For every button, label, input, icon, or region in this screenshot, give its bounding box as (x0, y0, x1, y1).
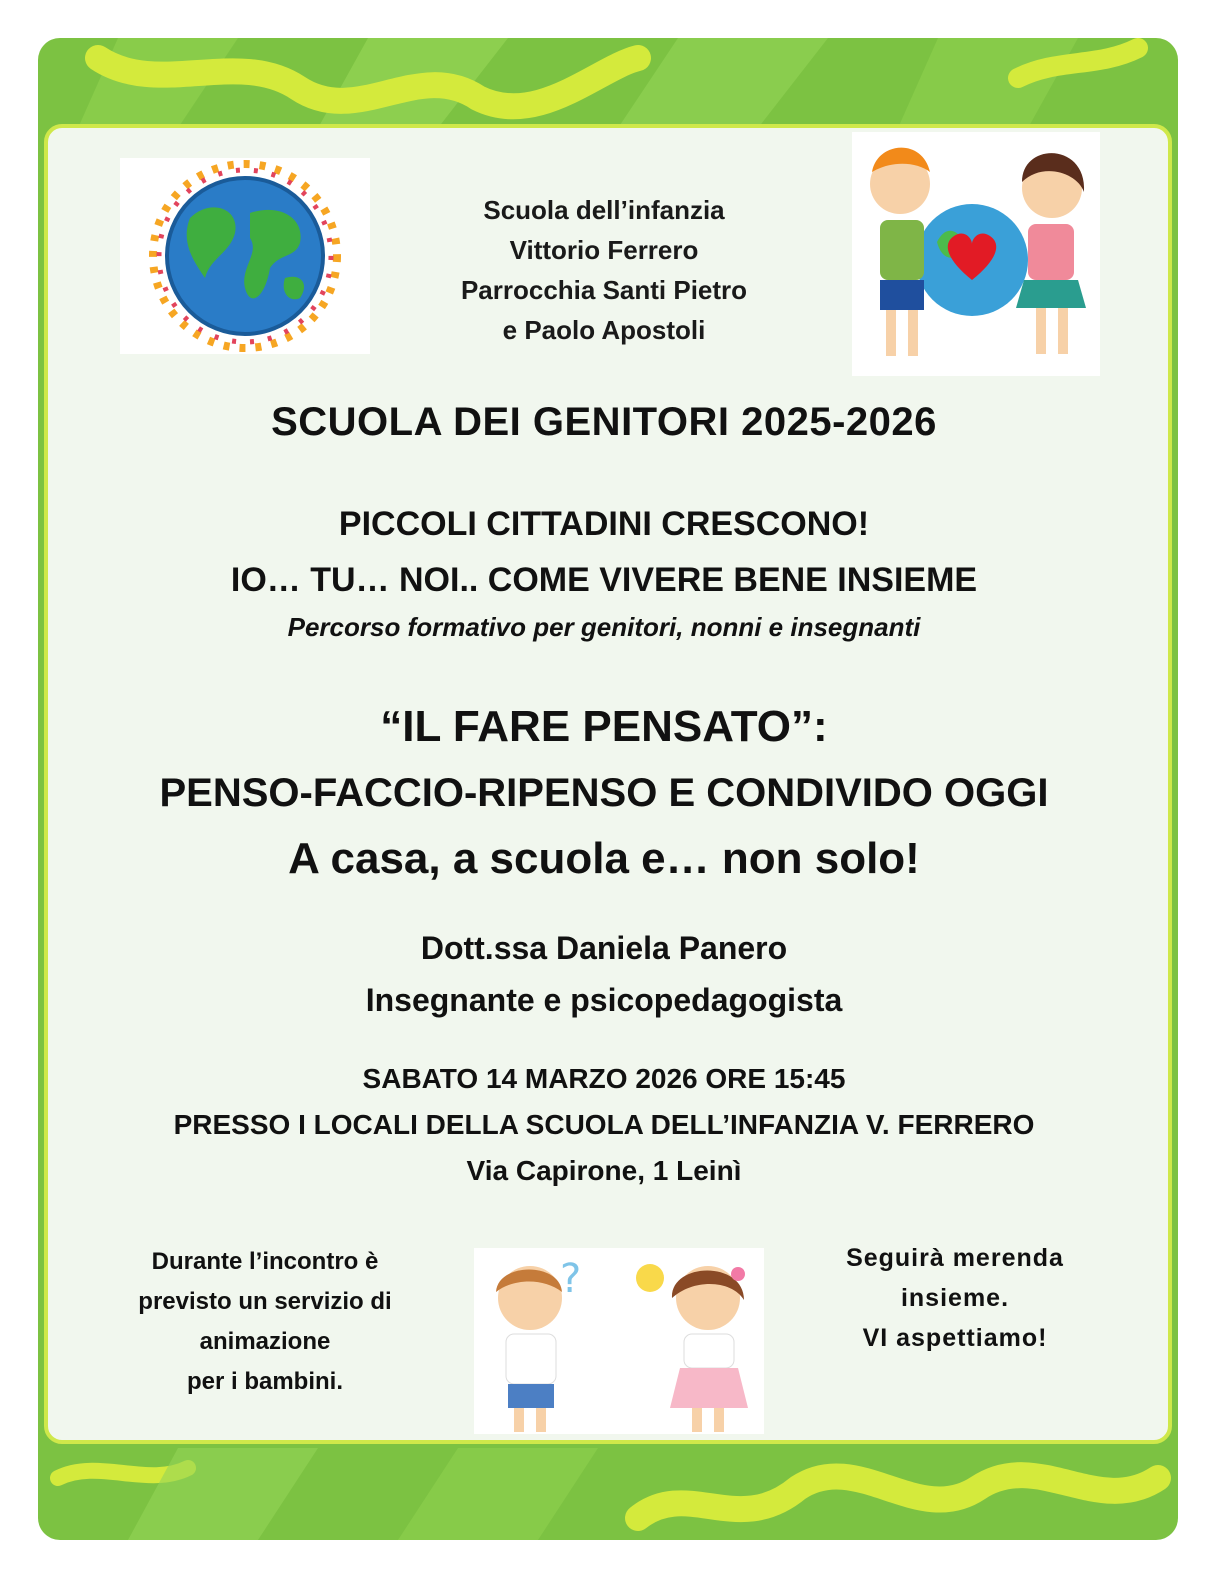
event-place: PRESSO I LOCALI DELLA SCUOLA DELL’INFANZIA V. FERRERO (173, 1109, 1035, 1140)
speaker-role: Insegnante e psicopedagogista (365, 982, 843, 1018)
subtitle-italic: Percorso formativo per genitori, nonni e insegnanti (287, 612, 921, 642)
theme-line-3: A casa, a scuola e… non solo! (288, 834, 920, 883)
school-header (0, 190, 1216, 350)
speaker-block (0, 922, 1216, 1026)
event-date: SABATO 14 MARZO 2026 ORE 15:45 (362, 1063, 846, 1094)
footer-left-line: Durante l’incontro è (151, 1248, 379, 1275)
theme-line-1: “IL FARE PENSATO”: (380, 702, 828, 751)
theme-line-2: PENSO-FACCIO-RIPENSO E CONDIVIDO OGGI (159, 771, 1049, 815)
school-line: Scuola dell’infanzia (483, 195, 725, 225)
footer-left-note (110, 1242, 420, 1402)
subtitle-block (0, 496, 1216, 643)
event-block (0, 1056, 1216, 1194)
footer-right-line: Seguirà merenda (846, 1244, 1064, 1272)
school-line: Parrocchia Santi Pietro (460, 275, 748, 305)
svg-text:?: ? (560, 1256, 582, 1302)
subtitle-line-1: PICCOLI CITTADINI CRESCONO! (338, 505, 870, 543)
school-line: e Paolo Apostoli (502, 315, 706, 345)
footer-right-line: insieme. (900, 1284, 1010, 1312)
footer-left-line: previsto un servizio di (138, 1288, 392, 1315)
event-address: Via Capirone, 1 Leinì (466, 1155, 742, 1186)
school-line: Vittorio Ferrero (509, 235, 699, 265)
thinking-kids-icon (474, 1248, 764, 1434)
footer-right-line: VI aspettiamo! (862, 1324, 1048, 1352)
footer-right-note (810, 1238, 1100, 1358)
footer-left-line: animazione (199, 1328, 331, 1355)
thinking-kids-image (474, 1248, 764, 1434)
page-title: SCUOLA DEI GENITORI 2025-2026 (271, 400, 937, 444)
footer-left-line: per i bambini. (186, 1368, 344, 1395)
theme-block (0, 694, 1216, 892)
speaker-name: Dott.ssa Daniela Panero (420, 930, 788, 966)
subtitle-line-2: IO… TU… NOI.. COME VIVERE BENE INSIEME (230, 561, 978, 599)
